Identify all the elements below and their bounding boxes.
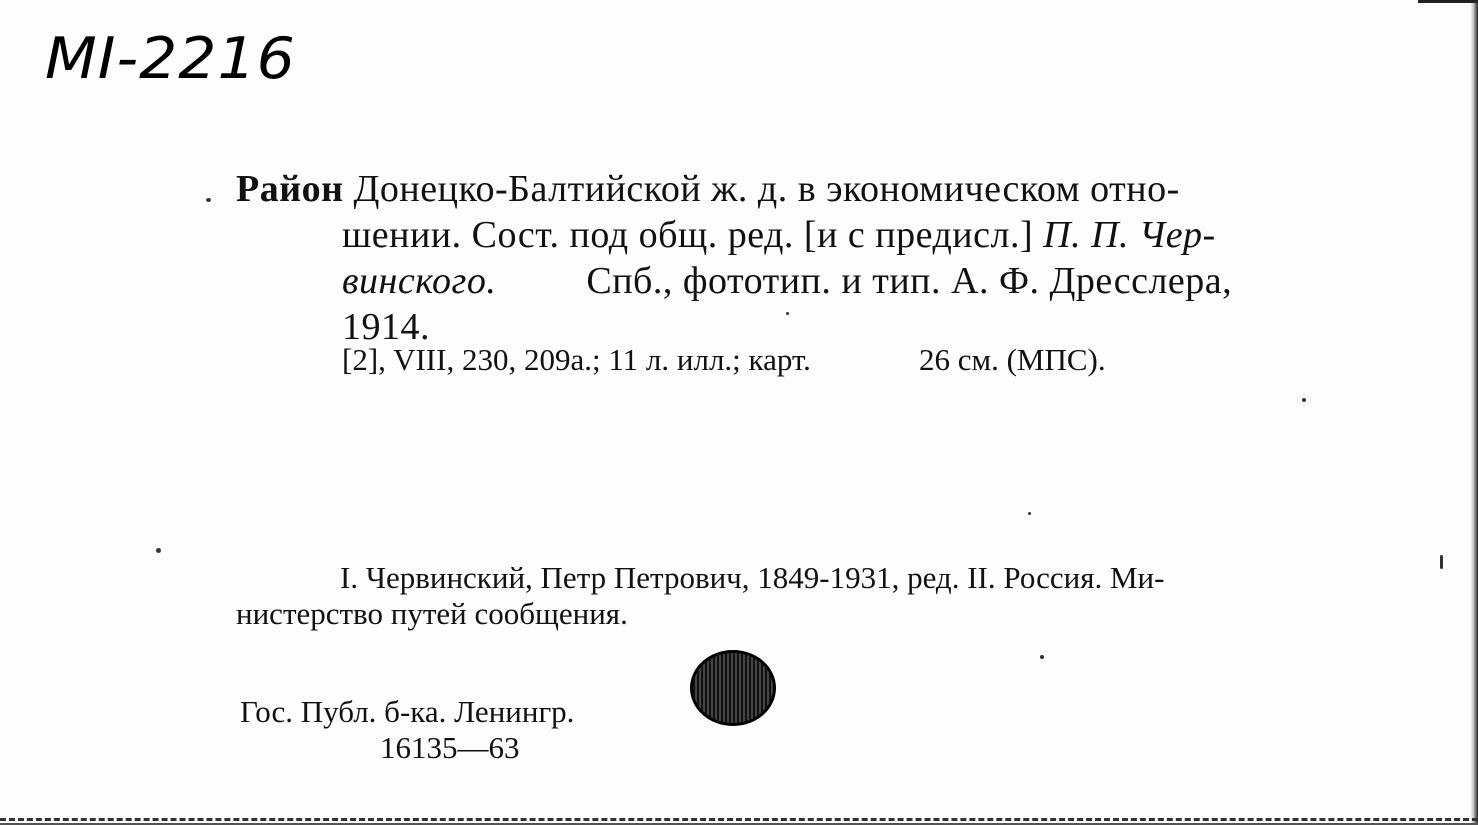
entry-editor-start: П. П. Чер-	[1043, 214, 1216, 256]
tracings	[236, 560, 1416, 632]
card-edge-top	[1418, 0, 1478, 17]
entry-imprint: Спб., фототип. и тип. А. Ф. Дресслера,	[586, 260, 1233, 302]
card-edge-bottom	[0, 818, 1478, 821]
dust-speck	[206, 198, 211, 202]
entry-line-1	[236, 166, 1416, 212]
bibliographic-entry	[236, 166, 1416, 350]
entry-line-2	[236, 212, 1416, 258]
collation-pages: [2], VIII, 230, 209а.; 11 л. илл.; карт.	[342, 342, 811, 377]
entry-title-cont: шении. Сост. под общ. ред. [и с предисл.]	[342, 214, 1034, 256]
library-info	[240, 694, 574, 766]
handwritten-shelfmark: MI-2216	[45, 25, 296, 93]
dust-speck	[156, 548, 161, 553]
dust-speck	[1040, 655, 1044, 659]
collation	[342, 342, 1106, 378]
library-number: 16135—63	[380, 730, 520, 765]
card-edge-right	[1470, 0, 1478, 825]
entry-heading: Район	[236, 168, 344, 210]
library-name: Гос. Публ. б-ка. Ленингр.	[240, 694, 575, 729]
library-stamp	[690, 650, 776, 726]
entry-editor-end: винского.	[342, 260, 497, 302]
entry-year: 1914.	[342, 306, 430, 348]
dust-speck	[786, 312, 789, 315]
entry-title-start: Донецко-Балтийской ж. д. в экономическом отно-	[353, 168, 1180, 210]
entry-line-3	[236, 258, 1416, 304]
collation-size: 26 см. (МПС).	[918, 342, 1106, 377]
dust-speck	[1440, 555, 1443, 569]
tracings-line-1: I. Червинский, Петр Петрович, 1849-1931, ред. II. Россия. Ми-	[340, 560, 1165, 595]
dust-speck	[1028, 512, 1031, 515]
dust-speck	[1302, 398, 1306, 402]
tracings-line-2: нистерство путей сообщения.	[236, 596, 628, 631]
